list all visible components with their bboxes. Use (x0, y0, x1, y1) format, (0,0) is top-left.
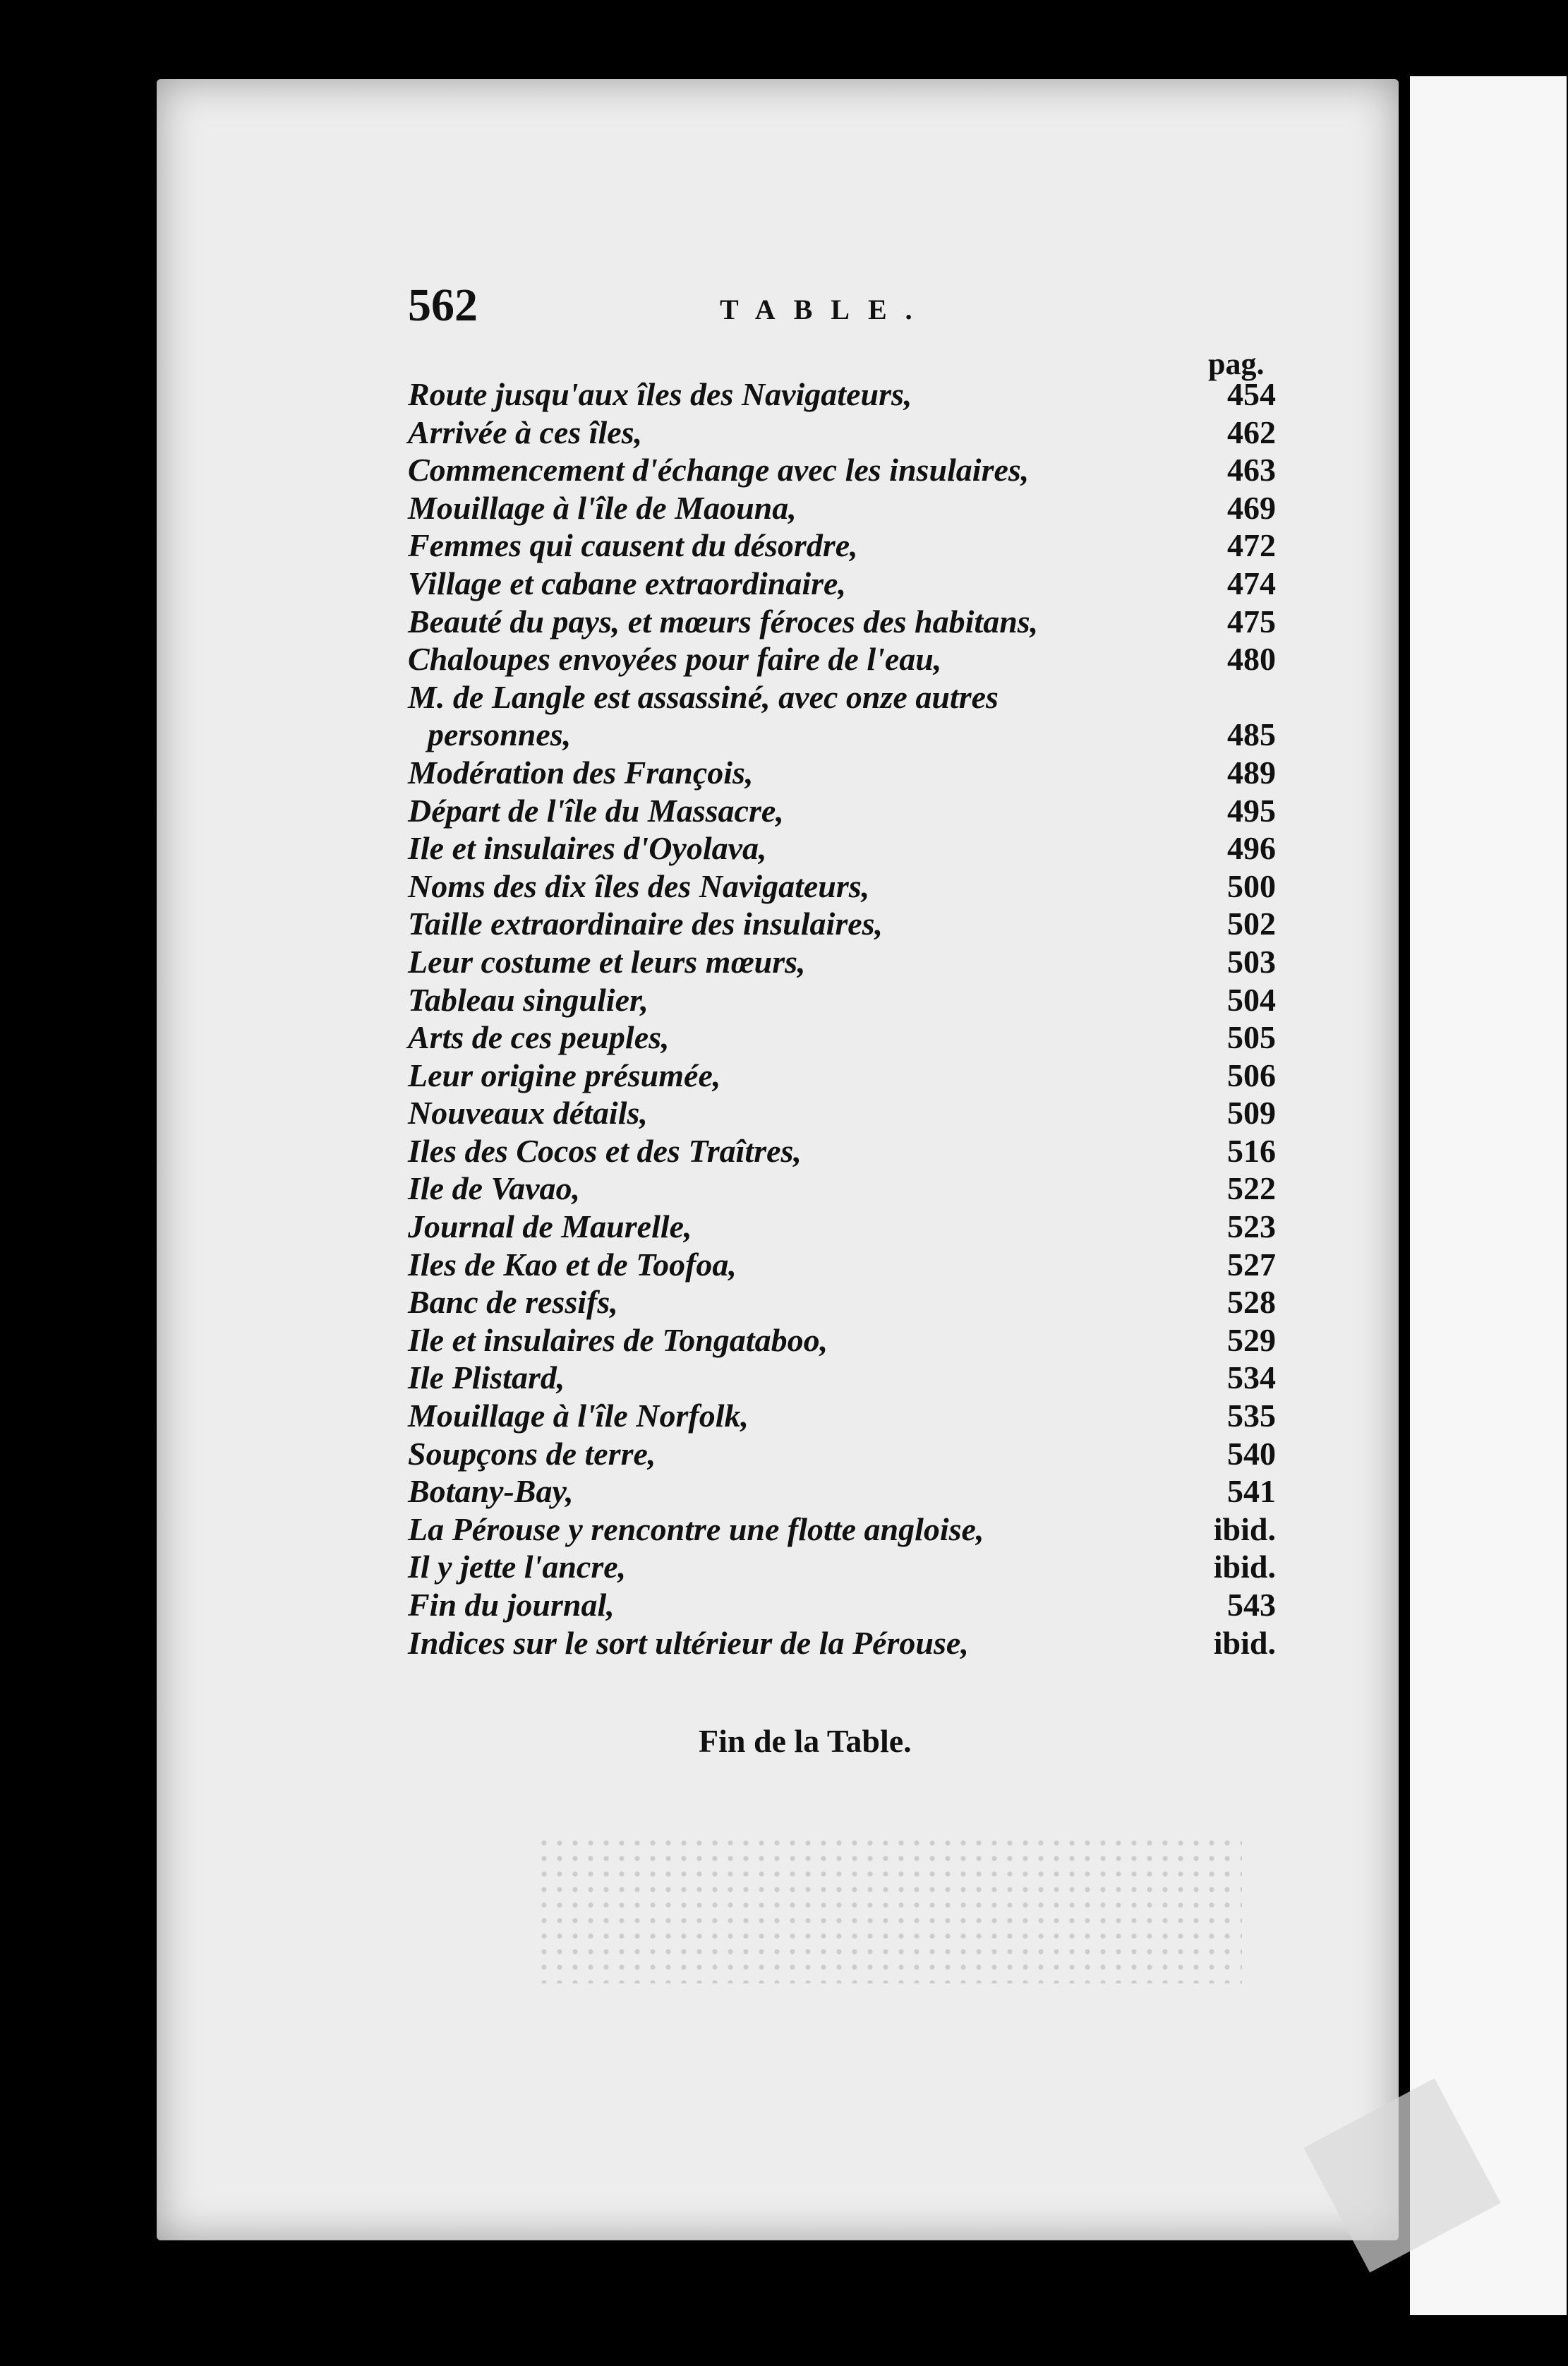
toc-entry (408, 1624, 1276, 1662)
toc-entry-page: ibid. (1213, 1549, 1276, 1585)
toc-entry (408, 376, 1276, 414)
end-note: Fin de la Table. (699, 1723, 912, 1759)
toc-entry-page: 469 (1227, 489, 1276, 526)
toc-entry-title: La Pérouse y rencontre une flotte angloise, (408, 1511, 984, 1547)
toc-entry-title: Beauté du pays, et mœurs féroces des habitans, (408, 603, 1039, 639)
toc-entry (408, 1057, 1276, 1095)
toc-entry (408, 678, 1276, 716)
toc-entry (408, 905, 1276, 943)
toc-entry-page: 500 (1227, 867, 1276, 904)
toc-entry (408, 1435, 1276, 1473)
toc-entry (408, 716, 1276, 754)
toc-entry (408, 489, 1276, 527)
toc-entry (408, 1019, 1276, 1057)
toc-entry-title: Indices sur le sort ultérieur de la Pérouse, (408, 1624, 969, 1661)
toc-entry-title: Commencement d'échange avec les insulaires, (408, 452, 1030, 488)
toc-entry (408, 1397, 1276, 1435)
toc-entry-page: 475 (1227, 603, 1276, 639)
toc-entry-title: Femmes qui causent du désordre, (408, 527, 858, 564)
toc-entry-page: 474 (1227, 565, 1276, 601)
toc-entry-page: 540 (1227, 1435, 1276, 1472)
toc-entry (408, 1472, 1276, 1511)
toc-entry-page: 496 (1227, 830, 1276, 867)
toc-entry (408, 829, 1276, 867)
toc-entry-title: Départ de l'île du Massacre, (408, 792, 784, 829)
toc-entry (408, 640, 1276, 678)
toc-entry-page: 489 (1227, 754, 1276, 791)
toc-entry-page: 504 (1227, 981, 1276, 1018)
toc-entry (408, 565, 1276, 603)
toc-entry-title: Taille extraordinaire des insulaires, (408, 906, 883, 942)
toc-entry-page: 523 (1227, 1208, 1276, 1245)
toc-entry-page: 543 (1227, 1587, 1276, 1623)
toc-entry-title: Chaloupes envoyées pour faire de l'eau, (408, 641, 942, 678)
toc-entry-title: Journal de Maurelle, (408, 1208, 692, 1245)
toc-entry (408, 754, 1276, 792)
table-of-contents (408, 376, 1276, 1662)
toc-entry-page: 527 (1227, 1246, 1276, 1283)
toc-entry-title: Ile et insulaires d'Oyolava, (408, 830, 767, 867)
toc-entry-title: Noms des dix îles des Navigateurs, (408, 867, 870, 904)
toc-entry (408, 792, 1276, 830)
running-title: TABLE. (720, 294, 931, 325)
library-stamp (536, 1835, 1242, 1983)
toc-entry-page: 495 (1227, 792, 1276, 829)
toc-entry-title: Tableau singulier, (408, 981, 649, 1018)
page-column-label: pag. (1208, 347, 1265, 381)
toc-entry-title: Leur costume et leurs mœurs, (408, 943, 806, 980)
toc-entry-title: Fin du journal, (408, 1587, 615, 1623)
toc-entry (408, 414, 1276, 452)
toc-entry-page: 506 (1227, 1057, 1276, 1093)
toc-entry (408, 1586, 1276, 1624)
toc-entry (408, 1170, 1276, 1208)
toc-entry-title: Iles des Cocos et des Traîtres, (408, 1132, 802, 1169)
toc-entry-title: Ile Plistard, (408, 1359, 565, 1396)
toc-entry (408, 1208, 1276, 1246)
toc-entry-page: 454 (1227, 376, 1276, 412)
toc-entry-page: 505 (1227, 1019, 1276, 1056)
toc-entry (408, 1132, 1276, 1170)
toc-entry (408, 867, 1276, 906)
toc-entry-title: Soupçons de terre, (408, 1435, 656, 1472)
toc-entry (408, 1321, 1276, 1359)
toc-entry-title: Route jusqu'aux îles des Navigateurs, (408, 376, 912, 412)
toc-entry-page: 528 (1227, 1284, 1276, 1321)
toc-entry (408, 1283, 1276, 1321)
toc-entry-page: 529 (1227, 1321, 1276, 1358)
toc-entry-title: personnes, (428, 716, 572, 753)
toc-entry-title: Il y jette l'ancre, (408, 1549, 627, 1585)
toc-entry-page: 516 (1227, 1132, 1276, 1169)
toc-entry-page: ibid. (1213, 1624, 1276, 1661)
toc-entry-page: 480 (1227, 641, 1276, 678)
toc-entry-page: 503 (1227, 943, 1276, 980)
toc-entry-page: 502 (1227, 906, 1276, 942)
toc-entry-title: Modération des François, (408, 754, 754, 791)
toc-entry-page: 535 (1227, 1398, 1276, 1434)
toc-entry-title: Village et cabane extraordinaire, (408, 565, 846, 601)
toc-entry-title: Ile de Vavao, (408, 1170, 581, 1207)
toc-entry-title: Mouillage à l'île de Maouna, (408, 489, 797, 526)
toc-entry-page: 463 (1227, 452, 1276, 488)
toc-entry (408, 981, 1276, 1019)
toc-entry-page: 462 (1227, 414, 1276, 450)
toc-entry (408, 1246, 1276, 1284)
toc-entry (408, 527, 1276, 565)
toc-entry-title: Arts de ces peuples, (408, 1019, 670, 1056)
toc-entry-page: 534 (1227, 1359, 1276, 1396)
toc-entry-title: Ile et insulaires de Tongataboo, (408, 1321, 828, 1358)
toc-entry (408, 1094, 1276, 1132)
toc-entry (408, 1548, 1276, 1586)
toc-entry-page: 509 (1227, 1095, 1276, 1131)
toc-entry-title: Mouillage à l'île Norfolk, (408, 1398, 749, 1434)
toc-entry-title: Banc de ressifs, (408, 1284, 618, 1321)
toc-entry-page: 485 (1227, 716, 1276, 753)
toc-entry (408, 943, 1276, 981)
toc-entry (408, 451, 1276, 489)
toc-entry-title: Arrivée à ces îles, (408, 414, 643, 450)
toc-entry-title: Iles de Kao et de Toofoa, (408, 1246, 737, 1283)
toc-entry (408, 1511, 1276, 1549)
toc-entry-page: 522 (1227, 1170, 1276, 1207)
toc-entry-title: Nouveaux détails, (408, 1095, 648, 1131)
toc-entry-title: Botany-Bay, (408, 1473, 574, 1510)
toc-entry (408, 1359, 1276, 1397)
toc-entry-page: 541 (1227, 1473, 1276, 1510)
toc-entry (408, 603, 1276, 641)
toc-entry-page: 472 (1227, 527, 1276, 564)
adjacent-page-edge (1410, 76, 1567, 2315)
toc-entry-title: M. de Langle est assassiné, avec onze autres (408, 678, 999, 715)
page-number: 562 (408, 280, 478, 331)
toc-entry-title: Leur origine présumée, (408, 1057, 721, 1093)
toc-entry-page: ibid. (1213, 1511, 1276, 1547)
